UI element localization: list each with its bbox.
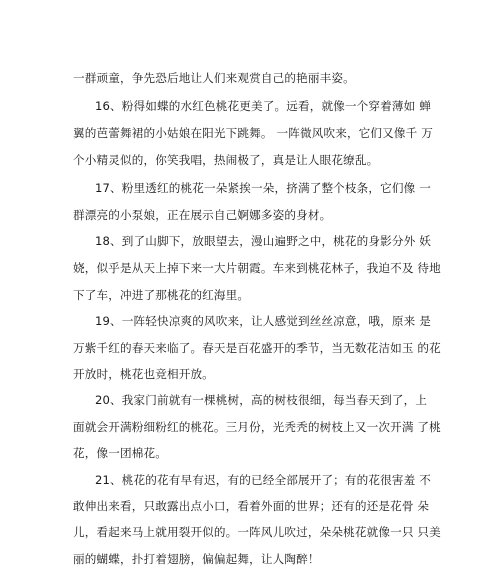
text-line: 丽的蝴蝶，扑打着翅膀，偏偏起舞，让人陶醉！ [73,552,320,566]
text-line: 群漂亮的小泵娘，正在展示自己婀娜多姿的身材。 [73,208,332,222]
text-line: 一群顽童，争先恐后地让人们来观赏自己的艳丽丰姿。 [73,71,355,85]
text-line: 娆，似乎是从天上掉下来一大片朝霞。车来到桃花林子，我迫不及 待地 [73,261,441,275]
text-line: 敢伸出来看，只敢露出点小口，看着外面的世界；还有的还是花骨 朵 [73,499,430,513]
text-line: 21、桃花的花有早有迟，有的已经全部展开了；有的花很害羞 不 [95,473,431,487]
text-line: 18、到了山脚下，放眼望去，漫山遍野之中，桃花的身影分外 妖 [95,234,431,248]
text-line: 花，像一团棉花。 [73,446,167,460]
text-line: 17、粉里透红的桃花一朵紧挨一朵，挤满了整个枝条，它们像 一 [95,181,431,195]
text-line: 个小精灵似的，你笑我唱，热闹极了，真是让人眼花缭乱。 [73,153,379,167]
text-line: 万紫千红的春天来临了。春天是百花盛开的季节，当无数花洁如玉 的花 [73,341,441,355]
text-line: 翼的芭蕾舞裙的小姑娘在阳光下跳舞。 一阵微风吹来，它们又像千 万 [73,126,433,140]
text-line: 儿，看起来马上就用裂开似的。一阵风儿吹过，朵朵桃花就像一只 只美 [73,525,441,539]
text-line: 开放时，桃花也竞相开放。 [73,367,214,381]
text-line: 20、我家门前就有一棵桃树，高的树枝很细，每当春天到了，上 [95,393,428,407]
text-line: 下了车，冲进了那桃花的红海里。 [73,288,250,302]
text-line: 16、粉得如蝶的水红色桃花更美了。远看，就像一个穿着薄如 蝉 [95,99,431,113]
text-line: 面就会开满粉细粉红的桃花。三月份，光秃秃的树枝上又一次开满 了桃 [73,420,441,434]
text-line: 19、一阵轻快凉爽的风吹来，让人感觉到丝丝凉意，哦，原来 是 [95,314,431,328]
